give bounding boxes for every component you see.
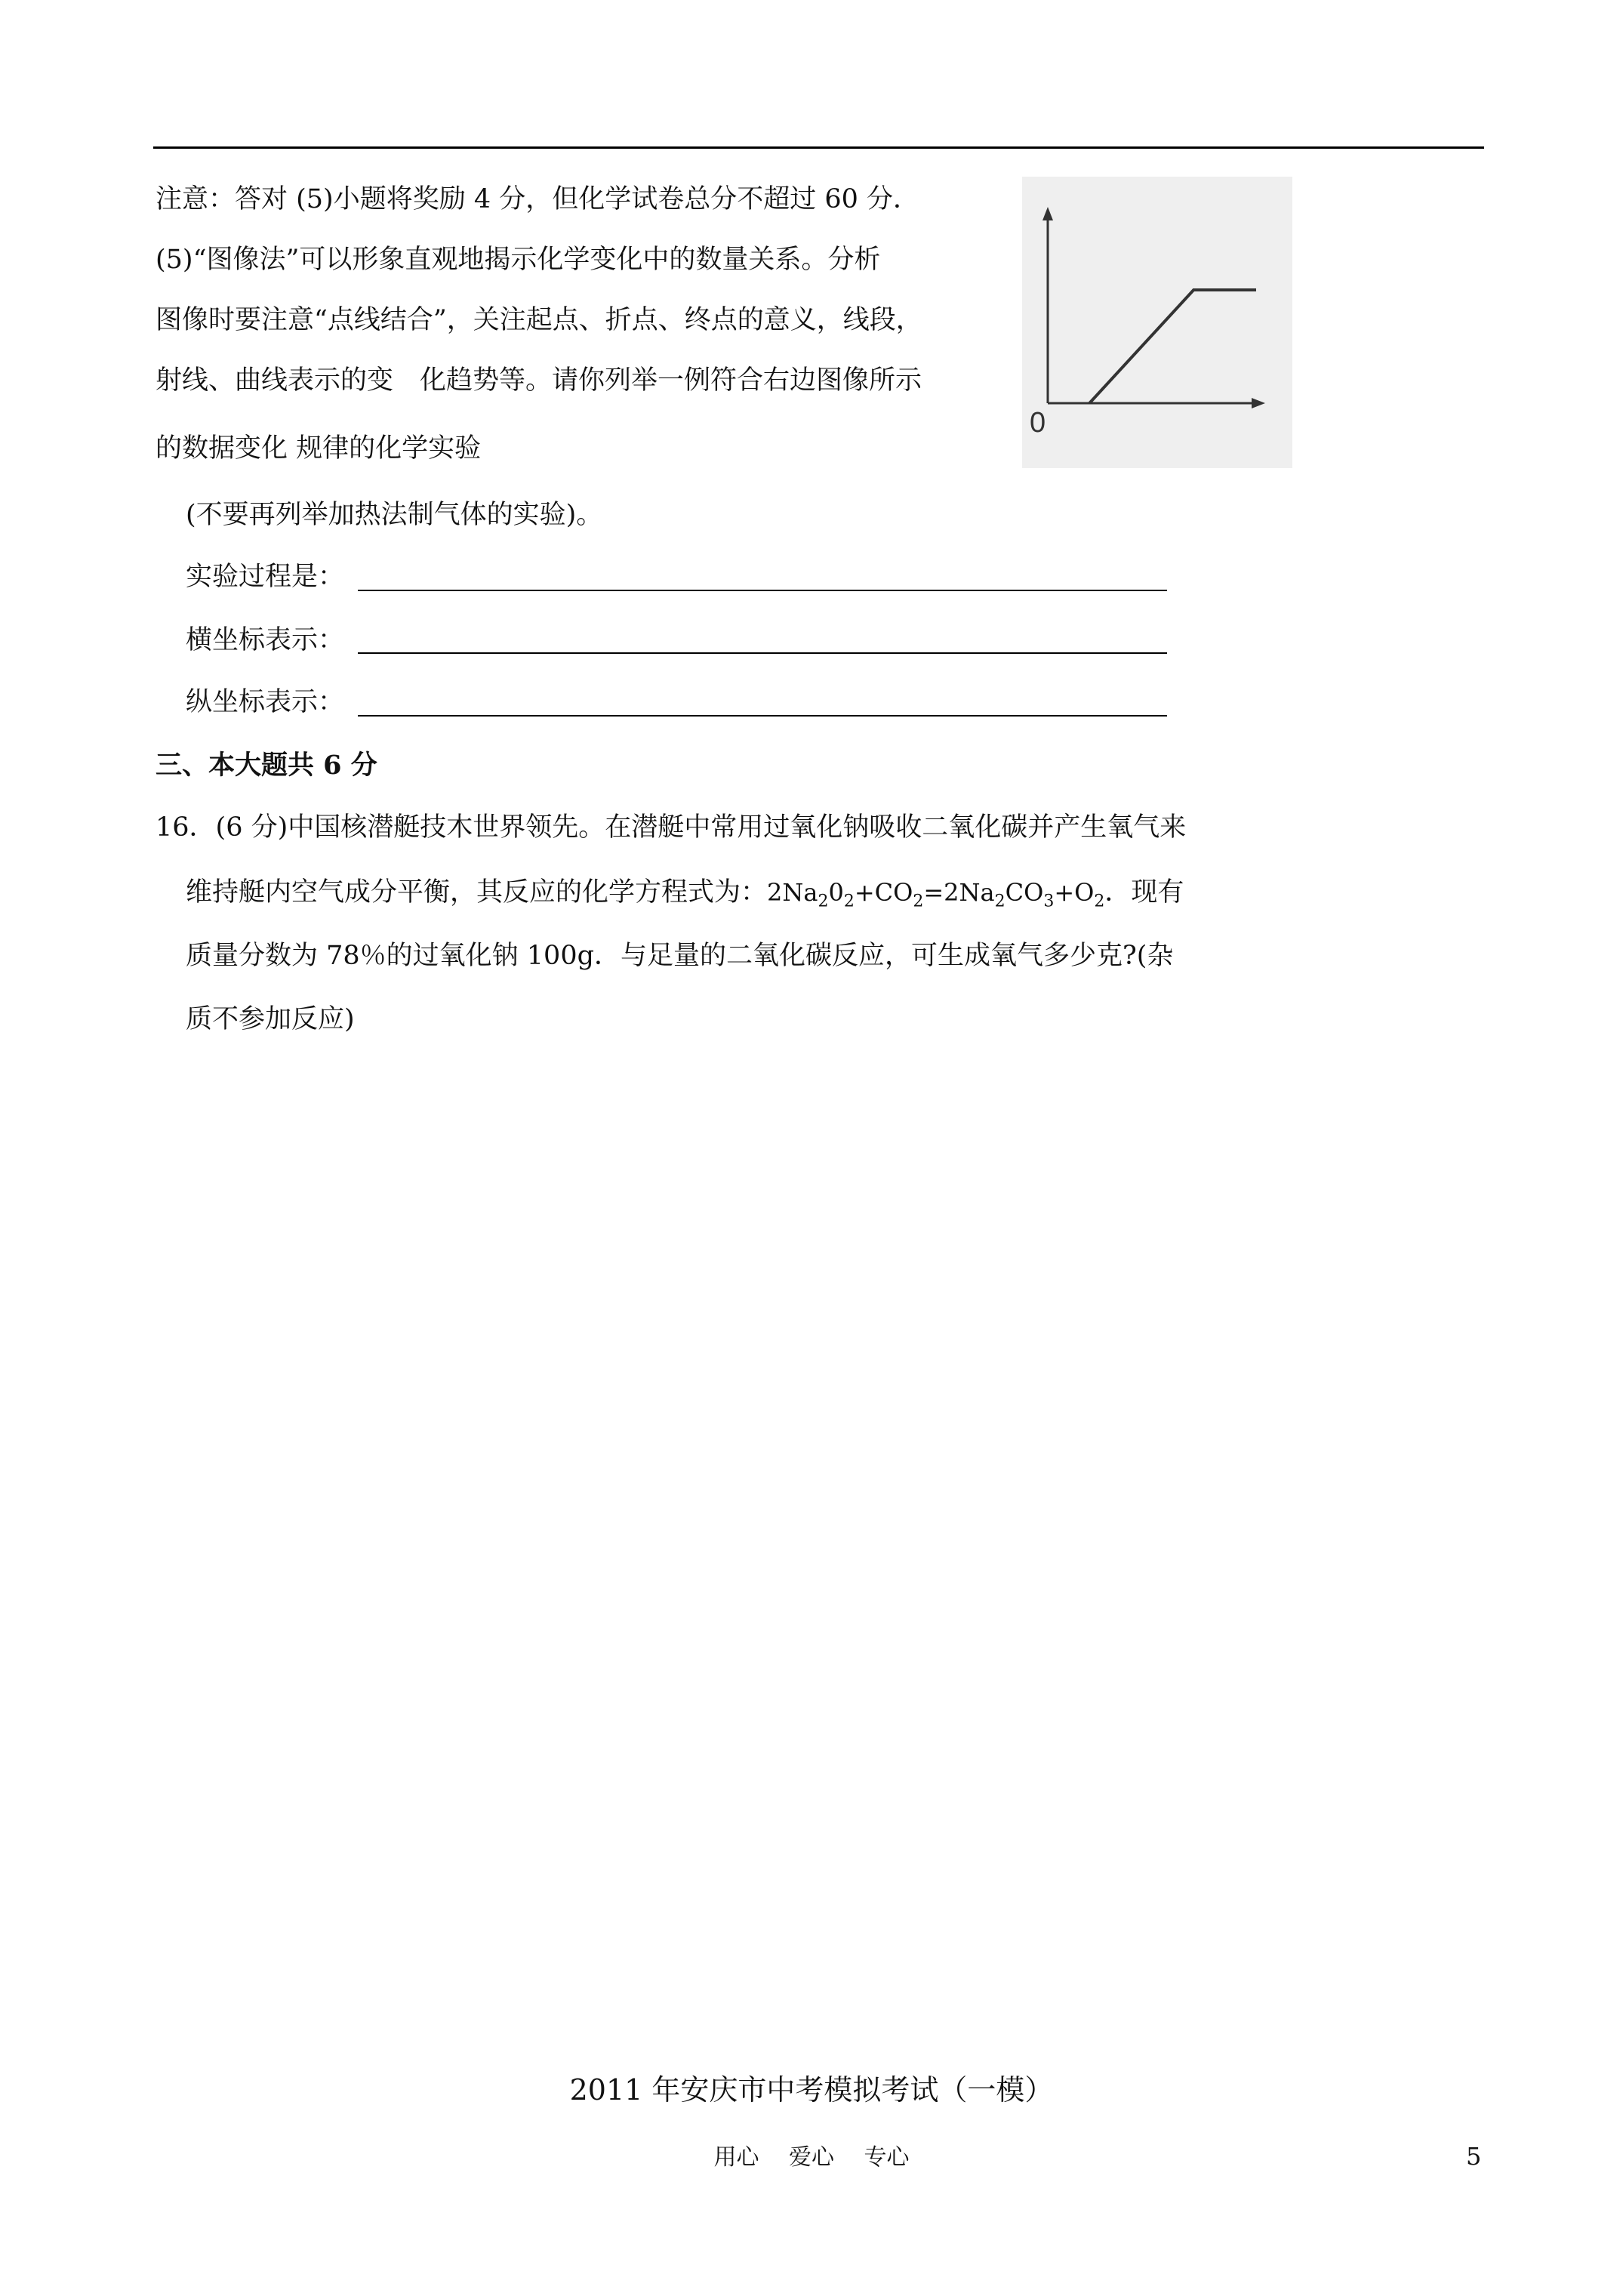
header-rule	[153, 146, 1484, 149]
data-line	[1089, 290, 1256, 403]
procedure-label: 实验过程是：	[186, 562, 345, 592]
q16-line-4: 质不参加反应)	[186, 1004, 355, 1034]
section-3-heading: 三、本大题共 6 分	[156, 750, 377, 781]
q16-line-2-suffix: ．现有	[1104, 877, 1184, 908]
q16-line-1: 16．(6 分)中国核潜艇技木世界领先。在潜艇中常用过氧化钠吸收二氧化碳并产生氧气来	[156, 812, 1187, 843]
q5-line-1: (5)“图像法”可以形象直观地揭示化学变化中的数量关系。分析	[156, 245, 881, 275]
y-axis-arrow-icon	[1042, 207, 1053, 220]
q5-line-4: 的数据变化 规律的化学实验	[156, 433, 482, 464]
procedure-answer-line	[358, 590, 1167, 591]
bonus-note: 注意：答对 (5)小题将奖励 4 分，但化学试卷总分不超过 60 分．	[156, 184, 920, 214]
q16-line-2-prefix: 维持艇内空气成分平衡，其反应的化学方程式为：	[186, 877, 768, 908]
q5-line-5: (不要再列举加热法制气体的实验)。	[186, 500, 603, 530]
q16-line-2	[186, 876, 1184, 909]
y-axis-label: 纵坐标表示：	[186, 687, 345, 717]
graph-svg	[1022, 177, 1292, 468]
q5-line-3: 射线、曲线表示的变 化趋势等。请你列举一例符合右边图像所示	[156, 365, 922, 396]
footer-motto: 用心 爱心 专心	[713, 2144, 910, 2171]
chemical-equation: $2Na_20_2+CO_2=2Na_2CO_3+O_2$	[767, 878, 1105, 911]
q5-line-2: 图像时要注意“点线结合”，关注起点、折点、终点的意义，线段，	[156, 305, 922, 335]
origin-label: 0	[1030, 407, 1046, 439]
x-axis-label: 横坐标表示：	[186, 625, 345, 655]
exam-title: 2011 年安庆市中考模拟考试（一模）	[569, 2073, 1054, 2106]
x-axis-arrow-icon	[1252, 398, 1265, 408]
page-number: 5	[1466, 2142, 1482, 2171]
y-axis-answer-line	[358, 715, 1167, 717]
x-axis-answer-line	[358, 652, 1167, 654]
q16-line-3: 质量分数为 78％的过氧化钠 100g．与足量的二氧化碳反应，可生成氧气多少克?(杂	[186, 941, 1174, 971]
graph-figure	[1022, 177, 1292, 468]
